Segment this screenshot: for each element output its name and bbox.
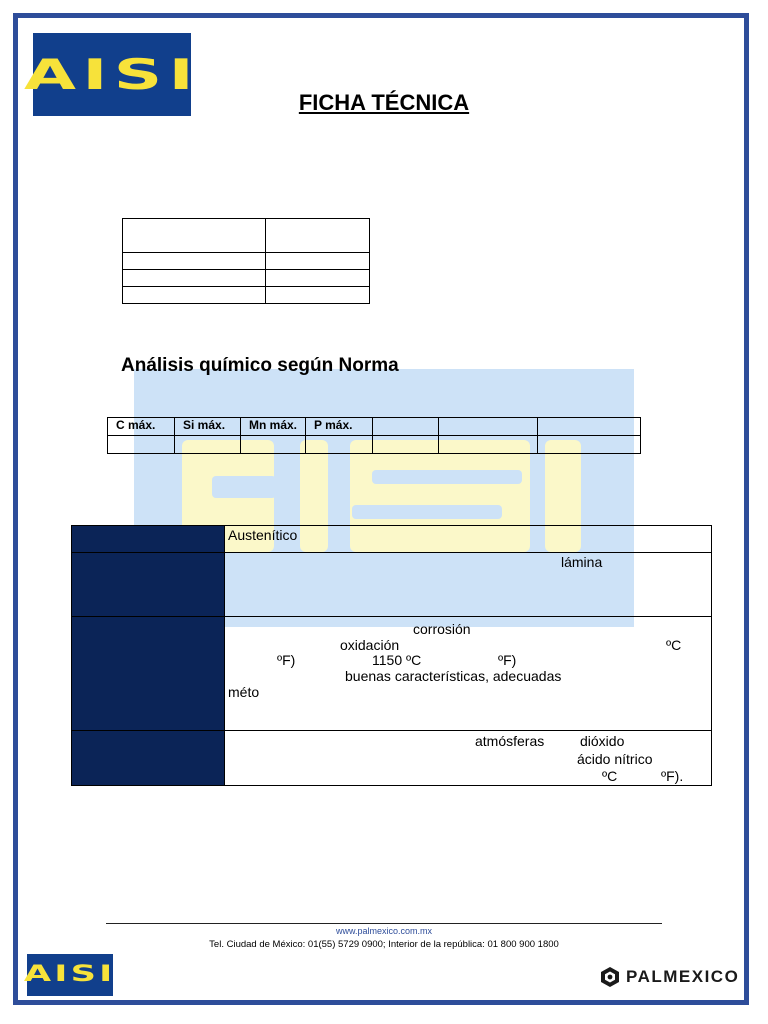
table-cell — [439, 436, 538, 454]
watermark-hole — [352, 505, 502, 519]
footer-divider — [106, 923, 662, 924]
column-header — [538, 418, 641, 436]
column-header-p: P máx. — [306, 418, 373, 436]
table-cell — [266, 253, 370, 270]
body-text: ºC — [666, 637, 682, 653]
chemical-analysis-table — [107, 417, 641, 454]
table-cell — [175, 436, 241, 454]
page-title-text: FICHA TÉCNICA — [298, 90, 470, 115]
watermark-hole — [372, 470, 522, 484]
label-cell — [72, 731, 225, 786]
body-text: dióxido — [580, 733, 625, 749]
column-header — [439, 418, 538, 436]
body-text: ºC — [602, 768, 618, 784]
column-header-si: Si máx. — [175, 418, 241, 436]
body-text: ºF) — [277, 652, 296, 668]
analysis-heading: Análisis químico según Norma — [121, 355, 399, 376]
body-text: lámina — [561, 554, 603, 570]
table-cell — [373, 436, 439, 454]
body-text: corrosión — [413, 621, 471, 637]
table-cell — [225, 526, 712, 553]
table-cell — [225, 731, 712, 786]
table-cell — [123, 287, 266, 304]
footer-phone: Tel. Ciudad de México: 01(55) 5729 0900; Interior de la república: 01 800 900 1800 — [209, 939, 559, 950]
table-cell — [225, 553, 712, 617]
label-cell — [72, 526, 225, 553]
table-cell — [123, 270, 266, 287]
palmexico-brand — [600, 966, 739, 988]
column-header-mn: Mn máx. — [241, 418, 306, 436]
aisi-logo-footer-text: AISI — [24, 962, 116, 987]
body-text: méto — [228, 684, 260, 700]
designation-table — [122, 218, 370, 304]
table-cell — [266, 270, 370, 287]
table-cell — [241, 436, 306, 454]
label-cell — [72, 617, 225, 731]
body-text: oxidación — [340, 637, 400, 653]
table-cell — [123, 253, 266, 270]
body-text: ºF) — [498, 652, 517, 668]
table-cell — [266, 219, 370, 253]
brand-name: PALMEXICO — [626, 967, 740, 986]
aisi-logo-footer — [24, 954, 116, 996]
table-cell — [306, 436, 373, 454]
column-header-c: C máx. — [108, 418, 175, 436]
body-text: 1150 ºC — [372, 652, 422, 668]
table-cell — [225, 617, 712, 731]
body-text: ácido nítrico — [577, 751, 653, 767]
palmexico-hexagon-icon — [600, 966, 620, 988]
column-header — [373, 418, 439, 436]
footer-url[interactable]: www.palmexico.com.mx — [335, 926, 433, 936]
table-cell — [123, 219, 266, 253]
watermark-hole — [212, 476, 276, 498]
body-text: atmósferas — [475, 733, 545, 749]
body-text: buenas características, adecuadas — [345, 668, 562, 684]
table-cell — [108, 436, 175, 454]
page-title — [0, 90, 768, 116]
body-text: ºF). — [661, 768, 684, 784]
aisi-logo-text: AISI — [23, 49, 201, 99]
label-cell — [72, 553, 225, 617]
table-cell — [538, 436, 641, 454]
table-cell — [266, 287, 370, 304]
properties-table — [71, 525, 712, 786]
type-text: Austenítico — [228, 527, 298, 543]
